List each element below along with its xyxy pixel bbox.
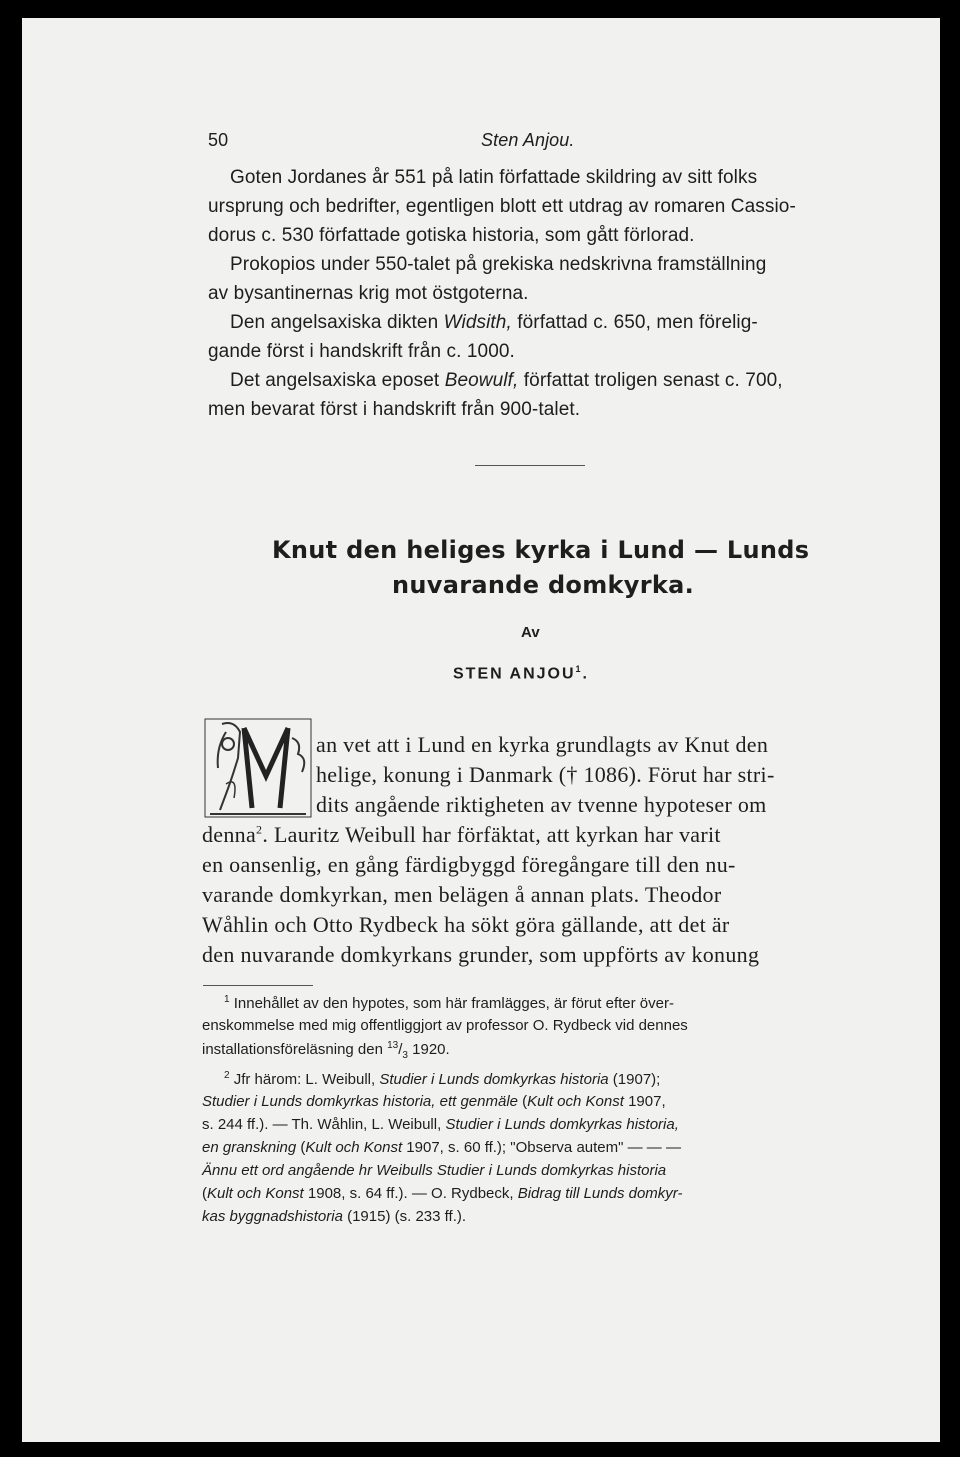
text-line	[230, 370, 783, 392]
text-span: Det angelsaxiska eposet	[230, 370, 445, 391]
text-span: 1920.	[407, 1041, 450, 1058]
text-span: installationsföreläsning den	[202, 1041, 388, 1058]
footnote-line	[202, 1040, 450, 1061]
footnote-line	[202, 1093, 666, 1110]
text-line	[230, 312, 758, 334]
text-span: författad c. 650, men förelig-	[511, 312, 758, 333]
section-divider	[475, 465, 585, 466]
cited-title: Kult och Konst	[207, 1185, 304, 1202]
page-number: 50	[208, 130, 229, 150]
text-line: dorus c. 530 författade gotiska historia, som gått förlorad.	[208, 225, 695, 246]
byline-av: Av	[521, 624, 540, 641]
footnote-line	[224, 1070, 660, 1088]
text-span: (	[518, 1093, 528, 1110]
text-line: en oansenlig, en gång färdigbyggd föregångare till den nu-	[202, 852, 736, 877]
text-span: denna	[202, 822, 257, 847]
work-title-beowulf: Beowulf,	[444, 370, 519, 391]
footnote-rule	[203, 985, 313, 986]
cited-title: Studier i Lunds domkyrkas historia	[379, 1071, 609, 1088]
text-span: 1908, s. 64 ff.). — O. Rydbeck,	[303, 1185, 518, 1202]
text-span: . Lauritz Weibull har förfäktat, att kyrkan har varit	[262, 822, 721, 847]
footnote-mark: 1	[575, 664, 583, 674]
text-line: Prokopios under 550-talet på grekiska nedskrivna framställning	[230, 254, 767, 275]
text-span: Den angelsaxiska dikten	[230, 312, 444, 333]
date-slash: /	[398, 1041, 403, 1058]
footnote-mark: 2	[256, 822, 263, 837]
cited-title: kas byggnadshistoria	[202, 1208, 343, 1225]
article-title-line2: nuvarande domkyrka.	[392, 571, 695, 599]
text-span: (1915) (s. 233 ff.).	[342, 1208, 467, 1225]
footnote-line: Ännu ett ord angående hr Weibulls Studier i Lunds domkyrkas historia	[202, 1162, 667, 1179]
text-line: varande domkyrkan, men belägen å annan plats. Theodor	[202, 882, 722, 907]
text-line: den nuvarande domkyrkans grunder, som uppförts av konung	[202, 942, 760, 967]
footnote-line: enskommelse med mig offentliggjort av professor O. Rydbeck vid dennes	[202, 1017, 688, 1034]
text-line: ursprung och bedrifter, egentligen blott ett utdrag av romaren Cassio-	[208, 196, 796, 217]
text-span: författat troligen senast c. 700,	[518, 370, 783, 391]
text-span: s. 244 ff.). — Th. Wåhlin, L. Weibull,	[202, 1116, 446, 1133]
cited-title: Studier i Lunds domkyrkas historia, ett genmäle	[202, 1093, 518, 1110]
footnote-line	[202, 1185, 683, 1202]
text-span: (	[296, 1139, 306, 1156]
text-line: gande först i handskrift från c. 1000.	[208, 341, 515, 362]
text-line: helige, konung i Danmark († 1086). Förut har stri-	[316, 762, 775, 787]
text-line: Wåhlin och Otto Rydbeck ha sökt göra gällande, att det är	[202, 912, 730, 937]
cited-title: Kult och Konst	[527, 1093, 624, 1110]
author-period: .	[582, 665, 589, 683]
text-line	[202, 822, 721, 848]
text-line: av bysantinernas krig mot östgoterna.	[208, 283, 529, 304]
running-title: Sten Anjou.	[481, 130, 575, 150]
article-title-line1: Knut den heliges kyrka i Lund — Lunds	[272, 536, 810, 564]
text-span: 1907,	[623, 1093, 666, 1110]
author-name	[453, 664, 589, 683]
footnote-number: 1	[224, 994, 230, 1005]
date-month: 3	[402, 1050, 408, 1061]
cited-title: Kult och Konst	[305, 1139, 403, 1156]
text-span: Innehållet av den hypotes, som här framlägges, är förut efter över-	[229, 995, 674, 1012]
text-line: men bevarat först i handskrift från 900-talet.	[208, 399, 581, 420]
author-text: STEN ANJOU	[453, 665, 576, 683]
ornamental-initial-m	[204, 718, 312, 818]
book-page	[22, 18, 940, 1442]
work-title-widsith: Widsith,	[443, 312, 512, 333]
text-span: Jfr härom: L. Weibull,	[229, 1071, 380, 1088]
footnote-line	[202, 1139, 681, 1156]
text-line: Goten Jordanes år 551 på latin författade skildring av sitt folks	[230, 167, 758, 188]
footnote-line	[224, 994, 674, 1012]
cited-title: Bidrag till Lunds domkyr-	[517, 1185, 683, 1202]
text-line: an vet att i Lund en kyrka grundlagts av Knut den	[316, 732, 769, 757]
footnote-line	[202, 1208, 466, 1225]
text-line: dits angående riktigheten av tvenne hypoteser om	[316, 792, 767, 817]
footnote-number: 2	[224, 1070, 230, 1081]
text-span: (1907);	[608, 1071, 661, 1088]
text-span: 1907, s. 60 ff.); "Observa autem" — — —	[402, 1139, 681, 1156]
date-day: 13	[387, 1040, 399, 1051]
drop-cap-letter: M	[261, 775, 275, 790]
cited-title: en granskning	[202, 1139, 297, 1156]
text-span: (	[202, 1185, 207, 1202]
footnote-line	[202, 1116, 679, 1133]
cited-title: Studier i Lunds domkyrkas historia,	[445, 1116, 679, 1133]
